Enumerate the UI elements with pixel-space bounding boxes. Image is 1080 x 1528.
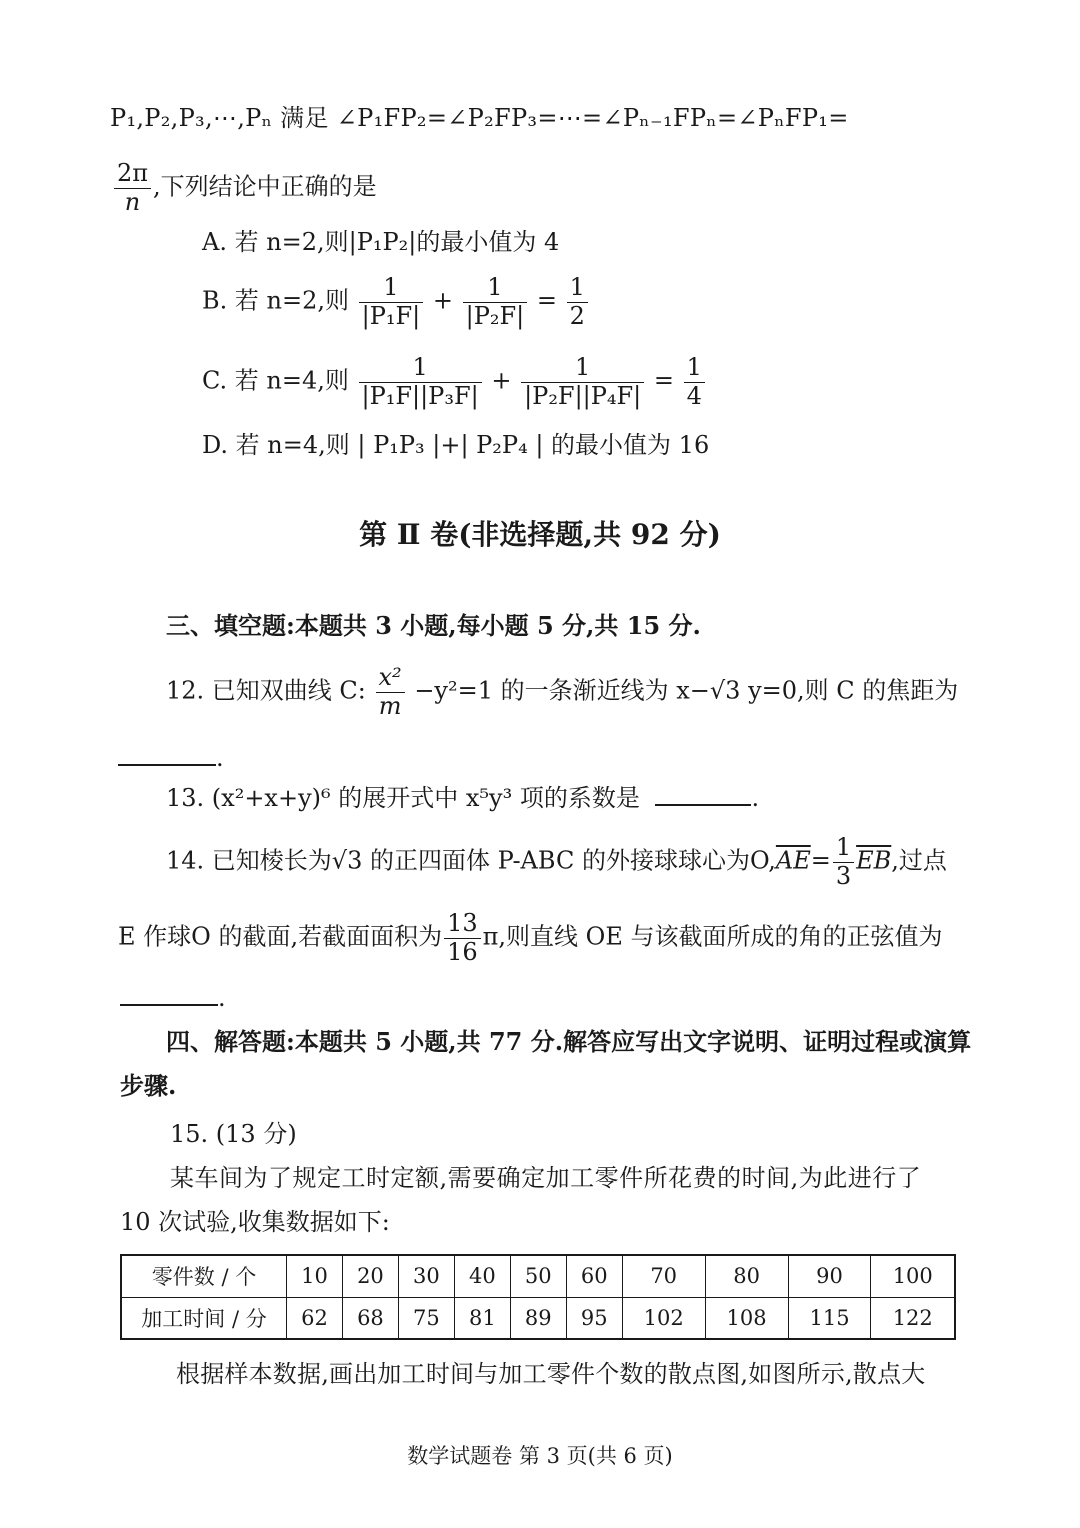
table-cell: 40 — [454, 1255, 510, 1297]
fraction-numerator: 1 — [833, 834, 854, 863]
q15-paragraph-line2: 10 次试验,收集数据如下: — [120, 1208, 390, 1236]
table-cell: 122 — [871, 1297, 955, 1339]
plus-sign: + — [432, 286, 453, 315]
q14-vector-eb: $\overline{EB}$ — [856, 846, 892, 875]
q12-rest: −y²=1 的一条渐近线为 x−√3 y=0,则 C 的焦距为 — [414, 676, 959, 705]
q14-line2-rest: π,则直线 OE 与该截面所成的角的正弦值为 — [482, 922, 943, 951]
q11-condition-line2 — [112, 160, 377, 216]
table-cell: 62 — [287, 1297, 343, 1339]
q13-end-period: . — [751, 784, 760, 812]
q13-text: 13. (x²+x+y)⁶ 的展开式中 x⁵y³ 项的系数是 — [166, 784, 640, 812]
question-13 — [166, 782, 759, 813]
table-cell: 30 — [398, 1255, 454, 1297]
table-cell: 102 — [622, 1297, 705, 1339]
question-12 — [166, 664, 958, 720]
fraction-numerator: 1 — [684, 354, 705, 383]
q13-answer-blank[interactable] — [655, 782, 751, 806]
q11-option-c-fraction-2 — [521, 354, 644, 410]
table-cell: 108 — [705, 1297, 788, 1339]
section-2-title: 第 Ⅱ 卷(非选择题,共 92 分) — [359, 518, 721, 551]
q11-angle-denominator: n — [124, 187, 141, 216]
table-cell: 75 — [398, 1297, 454, 1339]
q15-after-table-text: 根据样本数据,画出加工时间与加工零件个数的散点图,如图所示,散点大 — [176, 1360, 926, 1388]
q11-angle-fraction — [114, 160, 151, 216]
q14-end-period: . — [218, 984, 226, 1012]
table-cell: 70 — [622, 1255, 705, 1297]
fraction-denominator: 4 — [686, 381, 702, 410]
fraction-numerator: 13 — [444, 910, 481, 939]
q14-ratio-fraction — [833, 834, 854, 890]
question-14-line2 — [118, 910, 943, 966]
table-cell: 20 — [342, 1255, 398, 1297]
q12-end-period: . — [216, 744, 224, 772]
part-4-heading: 四、解答题:本题共 5 小题,共 77 分.解答应写出文字说明、证明过程或演算 — [166, 1027, 972, 1056]
question-14 — [166, 834, 947, 890]
fraction-denominator: |P₂F||P₄F| — [524, 381, 642, 410]
q11-option-c — [202, 354, 707, 410]
table-cell: 68 — [342, 1297, 398, 1339]
equals-sign: = — [536, 286, 557, 315]
q11-option-b-prefix: B. 若 n=2,则 — [202, 286, 349, 315]
equals-sign: = — [653, 366, 675, 395]
table-cell: 50 — [510, 1255, 566, 1297]
q11-option-a: A. 若 n=2,则|P₁P₂|的最小值为 4 — [202, 228, 560, 256]
q15-data-table — [120, 1254, 956, 1340]
table-cell: 90 — [788, 1255, 871, 1297]
table-cell: 80 — [705, 1255, 788, 1297]
q12-prefix: 12. 已知双曲线 C: — [166, 676, 366, 705]
table-row — [121, 1297, 955, 1339]
table-cell: 100 — [871, 1255, 955, 1297]
fraction-denominator: |P₁F||P₃F| — [361, 381, 479, 410]
fraction-denominator: m — [378, 691, 402, 720]
plus-sign: + — [491, 366, 512, 395]
q11-condition-line: P₁,P₂,P₃,⋯,Pₙ 满足 ∠P₁FP₂=∠P₂FP₃=⋯=∠Pₙ₋₁FPₙ=∠PₙFP₁= — [110, 104, 849, 132]
part-4-heading-line2: 步骤. — [120, 1071, 177, 1100]
table-cell: 115 — [788, 1297, 871, 1339]
table-cell: 89 — [510, 1297, 566, 1339]
page-footer: 数学试题卷 第 3 页(共 6 页) — [407, 1444, 673, 1468]
q14-area-fraction — [444, 910, 481, 966]
q11-option-b-fraction-1 — [359, 274, 424, 330]
q14-prefix: 14. 已知棱长为√3 的正四面体 P-ABC 的外接球球心为O, — [166, 846, 776, 875]
part-3-heading: 三、填空题:本题共 3 小题,每小题 5 分,共 15 分. — [166, 611, 701, 640]
q11-prompt-text: ,下列结论中正确的是 — [153, 172, 377, 201]
table-cell: 95 — [566, 1297, 622, 1339]
q15-header: 15. (13 分) — [170, 1120, 297, 1148]
q11-option-c-fraction-1 — [359, 354, 482, 410]
table-row-label: 零件数 / 个 — [121, 1255, 287, 1297]
q12-answer-blank[interactable] — [118, 742, 216, 766]
q11-option-b-fraction-2 — [463, 274, 528, 330]
fraction-denominator: |P₁F| — [361, 301, 421, 330]
table-cell: 60 — [566, 1255, 622, 1297]
fraction-denominator: 3 — [835, 861, 852, 890]
fraction-denominator: |P₂F| — [465, 301, 525, 330]
fraction-denominator: 2 — [569, 301, 585, 330]
table-row — [121, 1255, 955, 1297]
table-cell: 10 — [287, 1255, 343, 1297]
q11-option-c-prefix: C. 若 n=4,则 — [202, 366, 349, 395]
fraction-numerator: 1 — [567, 274, 588, 303]
q11-option-c-fraction-3 — [684, 354, 705, 410]
table-cell: 81 — [454, 1297, 510, 1339]
q12-fraction — [376, 664, 405, 720]
q14-equals: = — [810, 846, 831, 875]
q11-option-b — [202, 274, 590, 330]
table-row-label: 加工时间 / 分 — [121, 1297, 287, 1339]
q11-angle-numerator: 2π — [114, 160, 151, 189]
fraction-numerator: 1 — [521, 354, 644, 383]
fraction-numerator: 1 — [463, 274, 528, 303]
q14-line2-prefix: E 作球O 的截面,若截面面积为 — [118, 922, 443, 951]
q14-answer-blank[interactable] — [120, 982, 218, 1006]
q14-answer-blank-line — [120, 982, 226, 1013]
fraction-numerator: 1 — [359, 274, 424, 303]
fraction-denominator: 16 — [447, 937, 478, 966]
q14-suffix: ,过点 — [891, 846, 947, 875]
q11-option-b-fraction-3 — [567, 274, 588, 330]
q15-paragraph: 某车间为了规定工时定额,需要确定加工零件所花费的时间,为此进行了 — [170, 1164, 922, 1192]
q14-vector-ae: $\overline{AE}$ — [775, 846, 811, 875]
q11-option-d: D. 若 n=4,则 | P₁P₃ |+| P₂P₄ | 的最小值为 16 — [202, 431, 710, 459]
fraction-numerator: 1 — [359, 354, 482, 383]
q12-answer-blank-line — [118, 742, 224, 773]
fraction-numerator: x² — [376, 664, 405, 693]
